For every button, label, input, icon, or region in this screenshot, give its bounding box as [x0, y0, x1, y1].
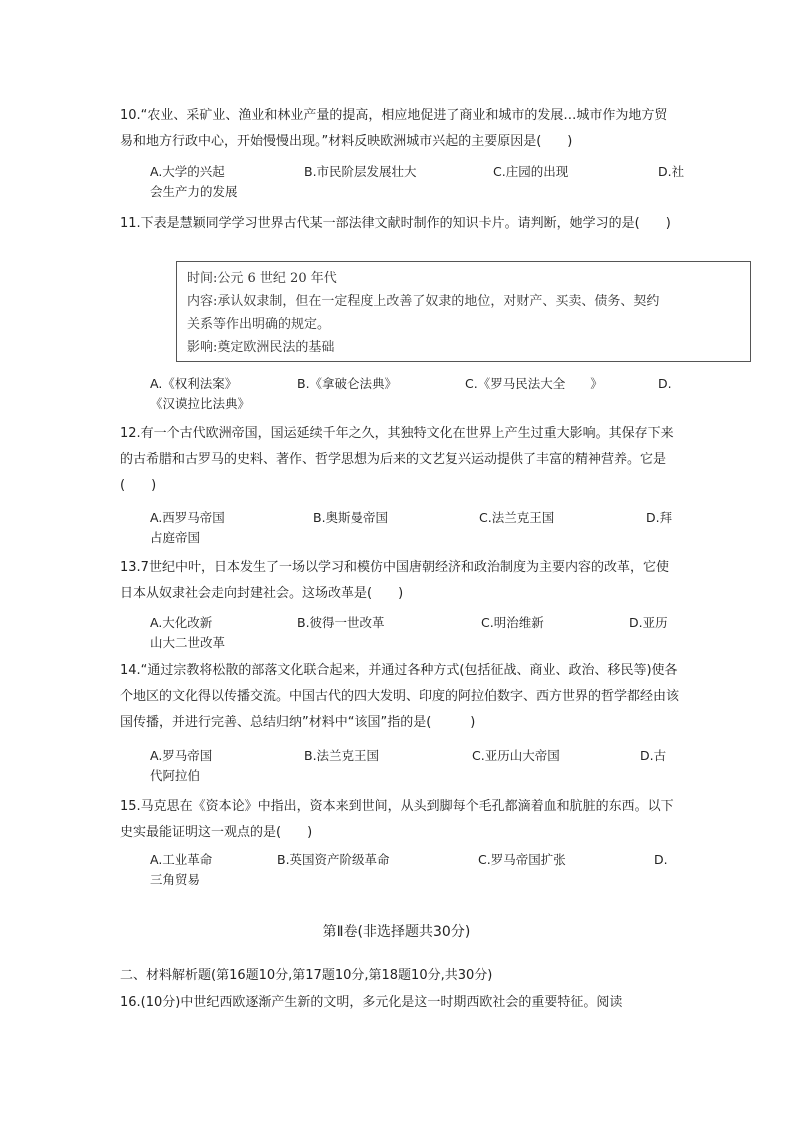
q14-option-a: A.罗马帝国	[150, 748, 213, 763]
q10-option-c: C.庄园的出现	[493, 164, 569, 179]
q12-option-a: A.西罗马帝国	[150, 510, 225, 525]
q13-option-b: B.彼得一世改革	[297, 615, 385, 630]
card-content-line-1: 内容:承认奴隶制，但在一定程度上改善了奴隶的地位，对财产、买卖、债务、契约	[187, 294, 660, 309]
q11-option-b: B.《拿破仑法典》	[297, 376, 398, 391]
q11-option-c: C.《罗马民法大全 》	[465, 376, 603, 391]
knowledge-card	[176, 261, 751, 362]
question-15-text: 15.马克思在《资本论》中指出，资本来到世间，从头到脚每个毛孔都滴着血和肮脏的东西。以下史实最能证明这一观点的是( )	[120, 799, 674, 840]
q12-option-d-continued: 占庭帝国	[150, 530, 201, 545]
q10-option-d-continued: 会生产力的发展	[150, 184, 238, 199]
q14-option-d-continued: 代阿拉伯	[150, 768, 201, 783]
question-13-text: 13.7世纪中叶，日本发生了一场以学习和模仿中国唐朝经济和政治制度为主要内容的改革，它使日本从奴隶社会走向封建社会。这场改革是( )	[120, 560, 669, 601]
q10-option-d: D.社	[658, 164, 685, 179]
q15-option-d: D.	[654, 852, 668, 867]
q14-option-c: C.亚历山大帝国	[472, 748, 560, 763]
q11-option-d: D.	[658, 376, 672, 391]
card-impact: 影响:奠定欧洲民法的基础	[187, 340, 335, 355]
question-12-text: 12.有一个古代欧洲帝国，国运延续千年之久，其独特文化在世界上产生过重大影响。其保存下来的古希腊和古罗马的史料、著作、哲学思想为后来的文艺复兴运动提供了丰富的精神营养。它是( )	[120, 426, 674, 493]
q11-option-d-continued: 《汉谟拉比法典》	[150, 396, 251, 411]
q13-option-d-continued: 山大二世改革	[150, 635, 226, 650]
q12-option-c: C.法兰克王国	[479, 510, 555, 525]
q10-option-b: B.市民阶层发展壮大	[304, 164, 417, 179]
question-11-options	[150, 374, 680, 414]
card-content-line-2: 关系等作出明确的规定。	[187, 317, 331, 332]
question-16-text: 16.(10分)中世纪西欧逐渐产生新的文明，多元化是这一时期西欧社会的重要特征。阅读	[120, 995, 623, 1010]
q14-option-b: B.法兰克王国	[304, 748, 380, 763]
q12-option-b: B.奥斯曼帝国	[313, 510, 389, 525]
q15-option-d-continued: 三角贸易	[150, 872, 201, 887]
q12-option-d: D.拜	[646, 510, 673, 525]
section-2-subtitle: 二、材料解析题(第16题10分,第17题10分,第18题10分,共30分)	[120, 968, 493, 983]
question-15-options	[150, 850, 680, 890]
card-time: 时间:公元 6 世纪 20 年代	[187, 271, 337, 286]
q13-option-a: A.大化改新	[150, 615, 213, 630]
q13-option-c: C.明治维新	[481, 615, 544, 630]
q15-option-c: C.罗马帝国扩张	[478, 852, 566, 867]
question-11-text: 11.下表是慧颖同学学习世界古代某一部法律文献时制作的知识卡片。请判断，她学习的是( )	[120, 216, 671, 231]
q15-option-b: B.英国资产阶级革命	[277, 852, 390, 867]
q14-option-d: D.古	[640, 748, 667, 763]
q13-option-d: D.亚历	[629, 615, 668, 630]
q10-option-a: A.大学的兴起	[150, 164, 225, 179]
question-14-options	[150, 746, 680, 786]
question-12-options	[150, 508, 680, 548]
question-10-options	[150, 162, 685, 202]
q11-option-a: A.《权利法案》	[150, 376, 238, 391]
question-13-options	[150, 613, 680, 653]
question-10-text: 10.“农业、采矿业、渔业和林业产量的提高，相应地促进了商业和城市的发展…城市作为地方贸易和地方行政中心，开始慢慢出现。”材料反映欧洲城市兴起的主要原因是( )	[120, 108, 668, 149]
q15-option-a: A.工业革命	[150, 852, 213, 867]
section-2-title: 第Ⅱ卷(非选择题共30分)	[322, 924, 471, 940]
question-14-text: 14.“通过宗教将松散的部落文化联合起来，并通过各种方式(包括征战、商业、政治、移民等)使各个地区的文化得以传播交流。中国古代的四大发明、印度的阿拉伯数字、西方世界的哲学都经由该国传播，并进行完善、总结归纳”材料中“该国”指的是( )	[120, 663, 680, 730]
